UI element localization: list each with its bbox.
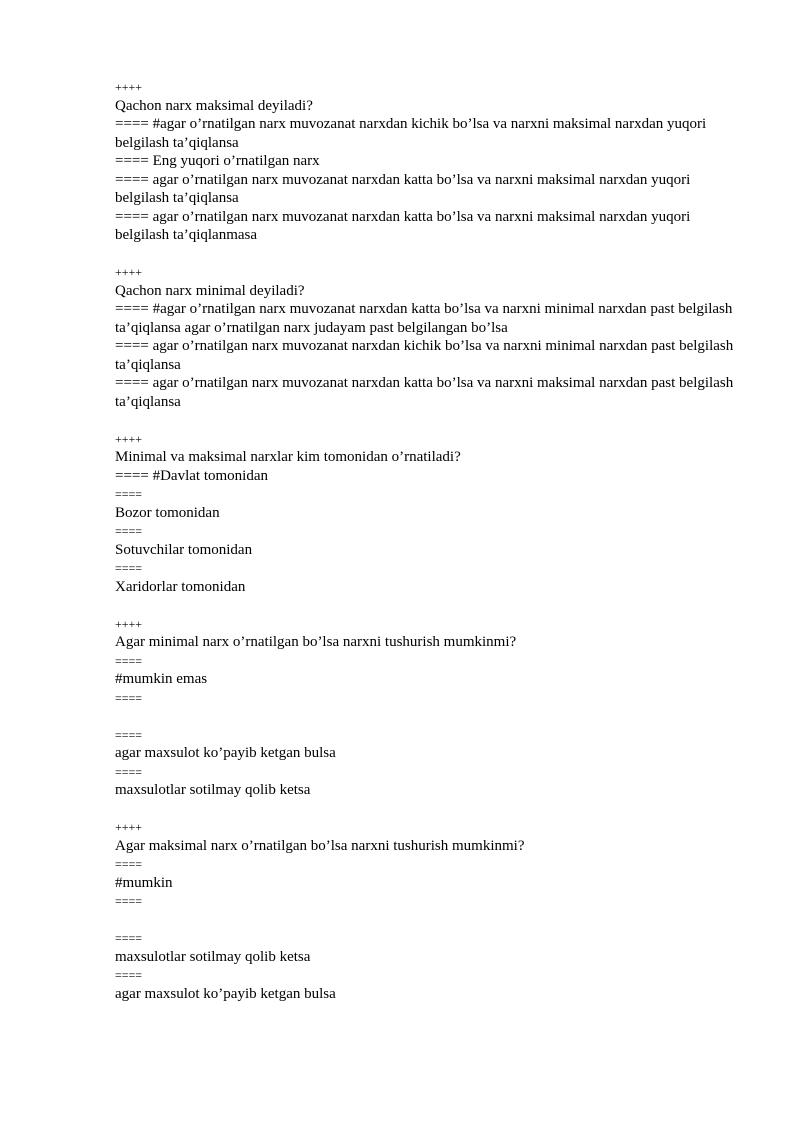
question-block <box>115 430 745 597</box>
answer-option: maxsulotlar sotilmay qolib ketsa <box>115 948 311 965</box>
empty-answer-option <box>115 707 745 726</box>
answer-option: agar maxsulot ko’payib ketgan bulsa <box>115 745 336 761</box>
question-block <box>115 263 745 411</box>
question-text: Qachon narx maksimal deyiladi? <box>115 97 313 114</box>
answer-separator: ==== <box>115 653 143 668</box>
answer-option: maxsulotlar sotilmay qolib ketsa <box>115 782 311 798</box>
question-text: Agar maksimal narx o’rnatilgan bo’lsa narxni tushurish mumkinmi? <box>115 837 525 854</box>
question-marker: ++++ <box>115 820 143 834</box>
answer-option: agar maxsulot ko’payib ketgan bulsa <box>115 985 336 1002</box>
answer-option: ==== agar o’rnatilgan narx muvozanat narxdan katta bo’lsa va narxni maksimal narxdan yuqori belgilash ta’qiqlanmasa <box>115 208 695 243</box>
answer-option: ==== agar o’rnatilgan narx muvozanat narxdan katta bo’lsa va narxni maksimal narxdan yuqori belgilash ta’qiqlansa <box>115 171 695 206</box>
question-block <box>115 615 745 800</box>
answer-option: ==== agar o’rnatilgan narx muvozanat narxdan kichik bo’lsa va narxni minimal narxdan past belgilash ta’qiqlansa <box>115 338 737 373</box>
document-body <box>115 78 745 1022</box>
answer-option: Sotuvchilar tomonidan <box>115 541 253 558</box>
question-marker: ++++ <box>115 265 143 279</box>
question-marker: ++++ <box>115 616 143 631</box>
answer-separator: ==== <box>115 931 143 945</box>
answer-option: #mumkin <box>115 874 173 891</box>
answer-option: Xaridorlar tomonidan <box>115 578 246 595</box>
empty-answer-option <box>115 911 745 930</box>
answer-separator: ==== <box>115 561 143 575</box>
question-text: Agar minimal narx o’rnatilgan bo’lsa narxni tushurish mumkinmi? <box>115 634 517 650</box>
answer-option: ==== agar o’rnatilgan narx muvozanat narxdan katta bo’lsa va narxni maksimal narxdan past belgilash ta’qiqlansa <box>115 375 737 410</box>
question-text: Minimal va maksimal narxlar kim tomonidan o’rnatiladi? <box>115 449 461 465</box>
answer-separator: ==== <box>115 968 143 982</box>
answer-separator: ==== <box>115 727 143 742</box>
answer-separator: ==== <box>115 487 143 501</box>
answer-option: ==== #agar o’rnatilgan narx muvozanat narxdan katta bo’lsa va narxni minimal narxdan past belgilash ta’qiqlansa agar o’rnatilgan narx judayam past belgilangan bo’lsa <box>115 301 737 336</box>
answer-option: ==== #Davlat tomonidan <box>115 467 268 484</box>
answer-option: #mumkin emas <box>115 671 208 687</box>
answer-separator: ==== <box>115 524 143 538</box>
question-marker: ++++ <box>115 431 143 446</box>
answer-separator: ==== <box>115 857 143 871</box>
answer-option: ==== Eng yuqori o’rnatilgan narx <box>115 153 320 169</box>
question-text: Qachon narx minimal deyiladi? <box>115 282 305 299</box>
question-marker: ++++ <box>115 80 143 94</box>
answer-option: ==== #agar o’rnatilgan narx muvozanat narxdan kichik bo’lsa va narxni maksimal narxdan yuqori belgilash ta’qiqlansa <box>115 116 710 151</box>
question-block <box>115 78 745 245</box>
answer-separator: ==== <box>115 894 143 908</box>
answer-option: Bozor tomonidan <box>115 504 220 521</box>
question-block <box>115 818 745 1003</box>
answer-separator: ==== <box>115 764 143 779</box>
answer-separator: ==== <box>115 690 143 705</box>
